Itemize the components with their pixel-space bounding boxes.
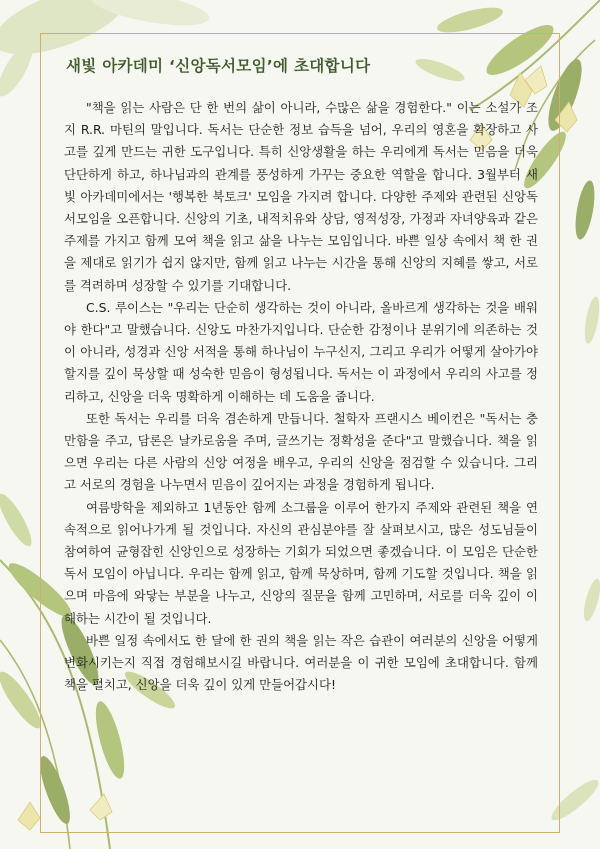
paragraph: 또한 독서는 우리를 더욱 겸손하게 만듭니다. 철학자 프랜시스 베이컨은 "독서는 충만함을 주고, 담론은 날카로움을 주며, 글쓰기는 정확성을 준다"고 말했습니다. 책을 읽으면 우리는 다른 사람의 신앙 여정을 배우고, 우리의 신앙을 점검할 수 있습니다. 그리고 서로의 경험을 나누면서 믿음이 깊어지는 과정을 경험하게 됩니다. (64, 410, 538, 493)
paragraph: "책을 읽는 사람은 단 한 번의 삶이 아니라, 수많은 삶을 경험한다." 이는 소설가 조지 R.R. 마틴의 말입니다. 독서는 단순한 정보 습득을 넘어, 우리의 영혼을 확장하고 사고를 깊게 만드는 귀한 도구입니다. 특히 신앙생활을 하는 우리에게 독서는 믿음을 더욱 단단하게 하고, 하나님과의 관계를 풍성하게 가꾸는 중요한 역할을 합니다. 3월부터 새빛 아카데미에서는 '행복한 북토크' 모임을 가지려 합니다. 다양한 주제와 관련된 신앙독서모임을 오픈합니다. 신앙의 기초, 내적치유와 상담, 영적성장, 가정과 자녀양육과 같은 주제를 가지고 함께 모여 책을 읽고 삶을 나누는 모임입니다. 바쁜 일상 속에서 책 한 권을 제대로 읽기가 쉽지 않지만, 함께 읽고 나누는 시간을 통해 신앙의 지혜를 쌓고, 서로를 격려하며 성장할 수 있기를 기대합니다. (64, 100, 538, 293)
letter-body (64, 97, 538, 696)
paragraph: 여름방학을 제외하고 1년동안 함께 소그룹을 이루어 한가지 주제와 관련된 책을 연속적으로 읽어나가게 될 것입니다. 자신의 관심분야를 잘 살펴보시고, 많은 성도님들이 참여하여 균형잡힌 신앙인으로 성장하는 기회가 되었으면 좋겠습니다. 이 모임은 단순한 독서 모임이 아닙니다. 우리는 함께 읽고, 함께 묵상하며, 함께 기도할 것입니다. 책을 읽으며 마음에 와닿는 부분을 나누고, 신앙의 질문을 함께 고민하며, 서로를 더욱 깊이 이해하는 시간이 될 것입니다. (64, 499, 538, 626)
paragraph: C.S. 루이스는 "우리는 단순히 생각하는 것이 아니라, 올바르게 생각하는 것을 배워야 한다"고 말했습니다. 신앙도 마찬가지입니다. 단순한 감정이나 분위기에 의존하는 것이 아니라, 성경과 신앙 서적을 통해 하나님이 누구신지, 그리고 우리가 어떻게 살아가야 할지를 깊이 묵상할 때 성숙한 믿음이 형성됩니다. 독서는 이 과정에서 우리의 사고를 정리하고, 신앙을 더욱 명확하게 이해하는 데 도움을 줍니다. (64, 299, 538, 404)
paragraph: 바쁜 일정 속에서도 한 달에 한 권의 책을 읽는 작은 습관이 여러분의 신앙을 어떻게 변화시키는지 직접 경험해보시길 바랍니다. 여러분을 이 귀한 모임에 초대합니다. 함께 책을 펼치고, 신앙을 더욱 깊이 있게 만들어갑시다! (64, 632, 538, 693)
page-title: 새빛 아카데미 ‘신앙독서모임’에 초대합니다 (66, 57, 371, 75)
